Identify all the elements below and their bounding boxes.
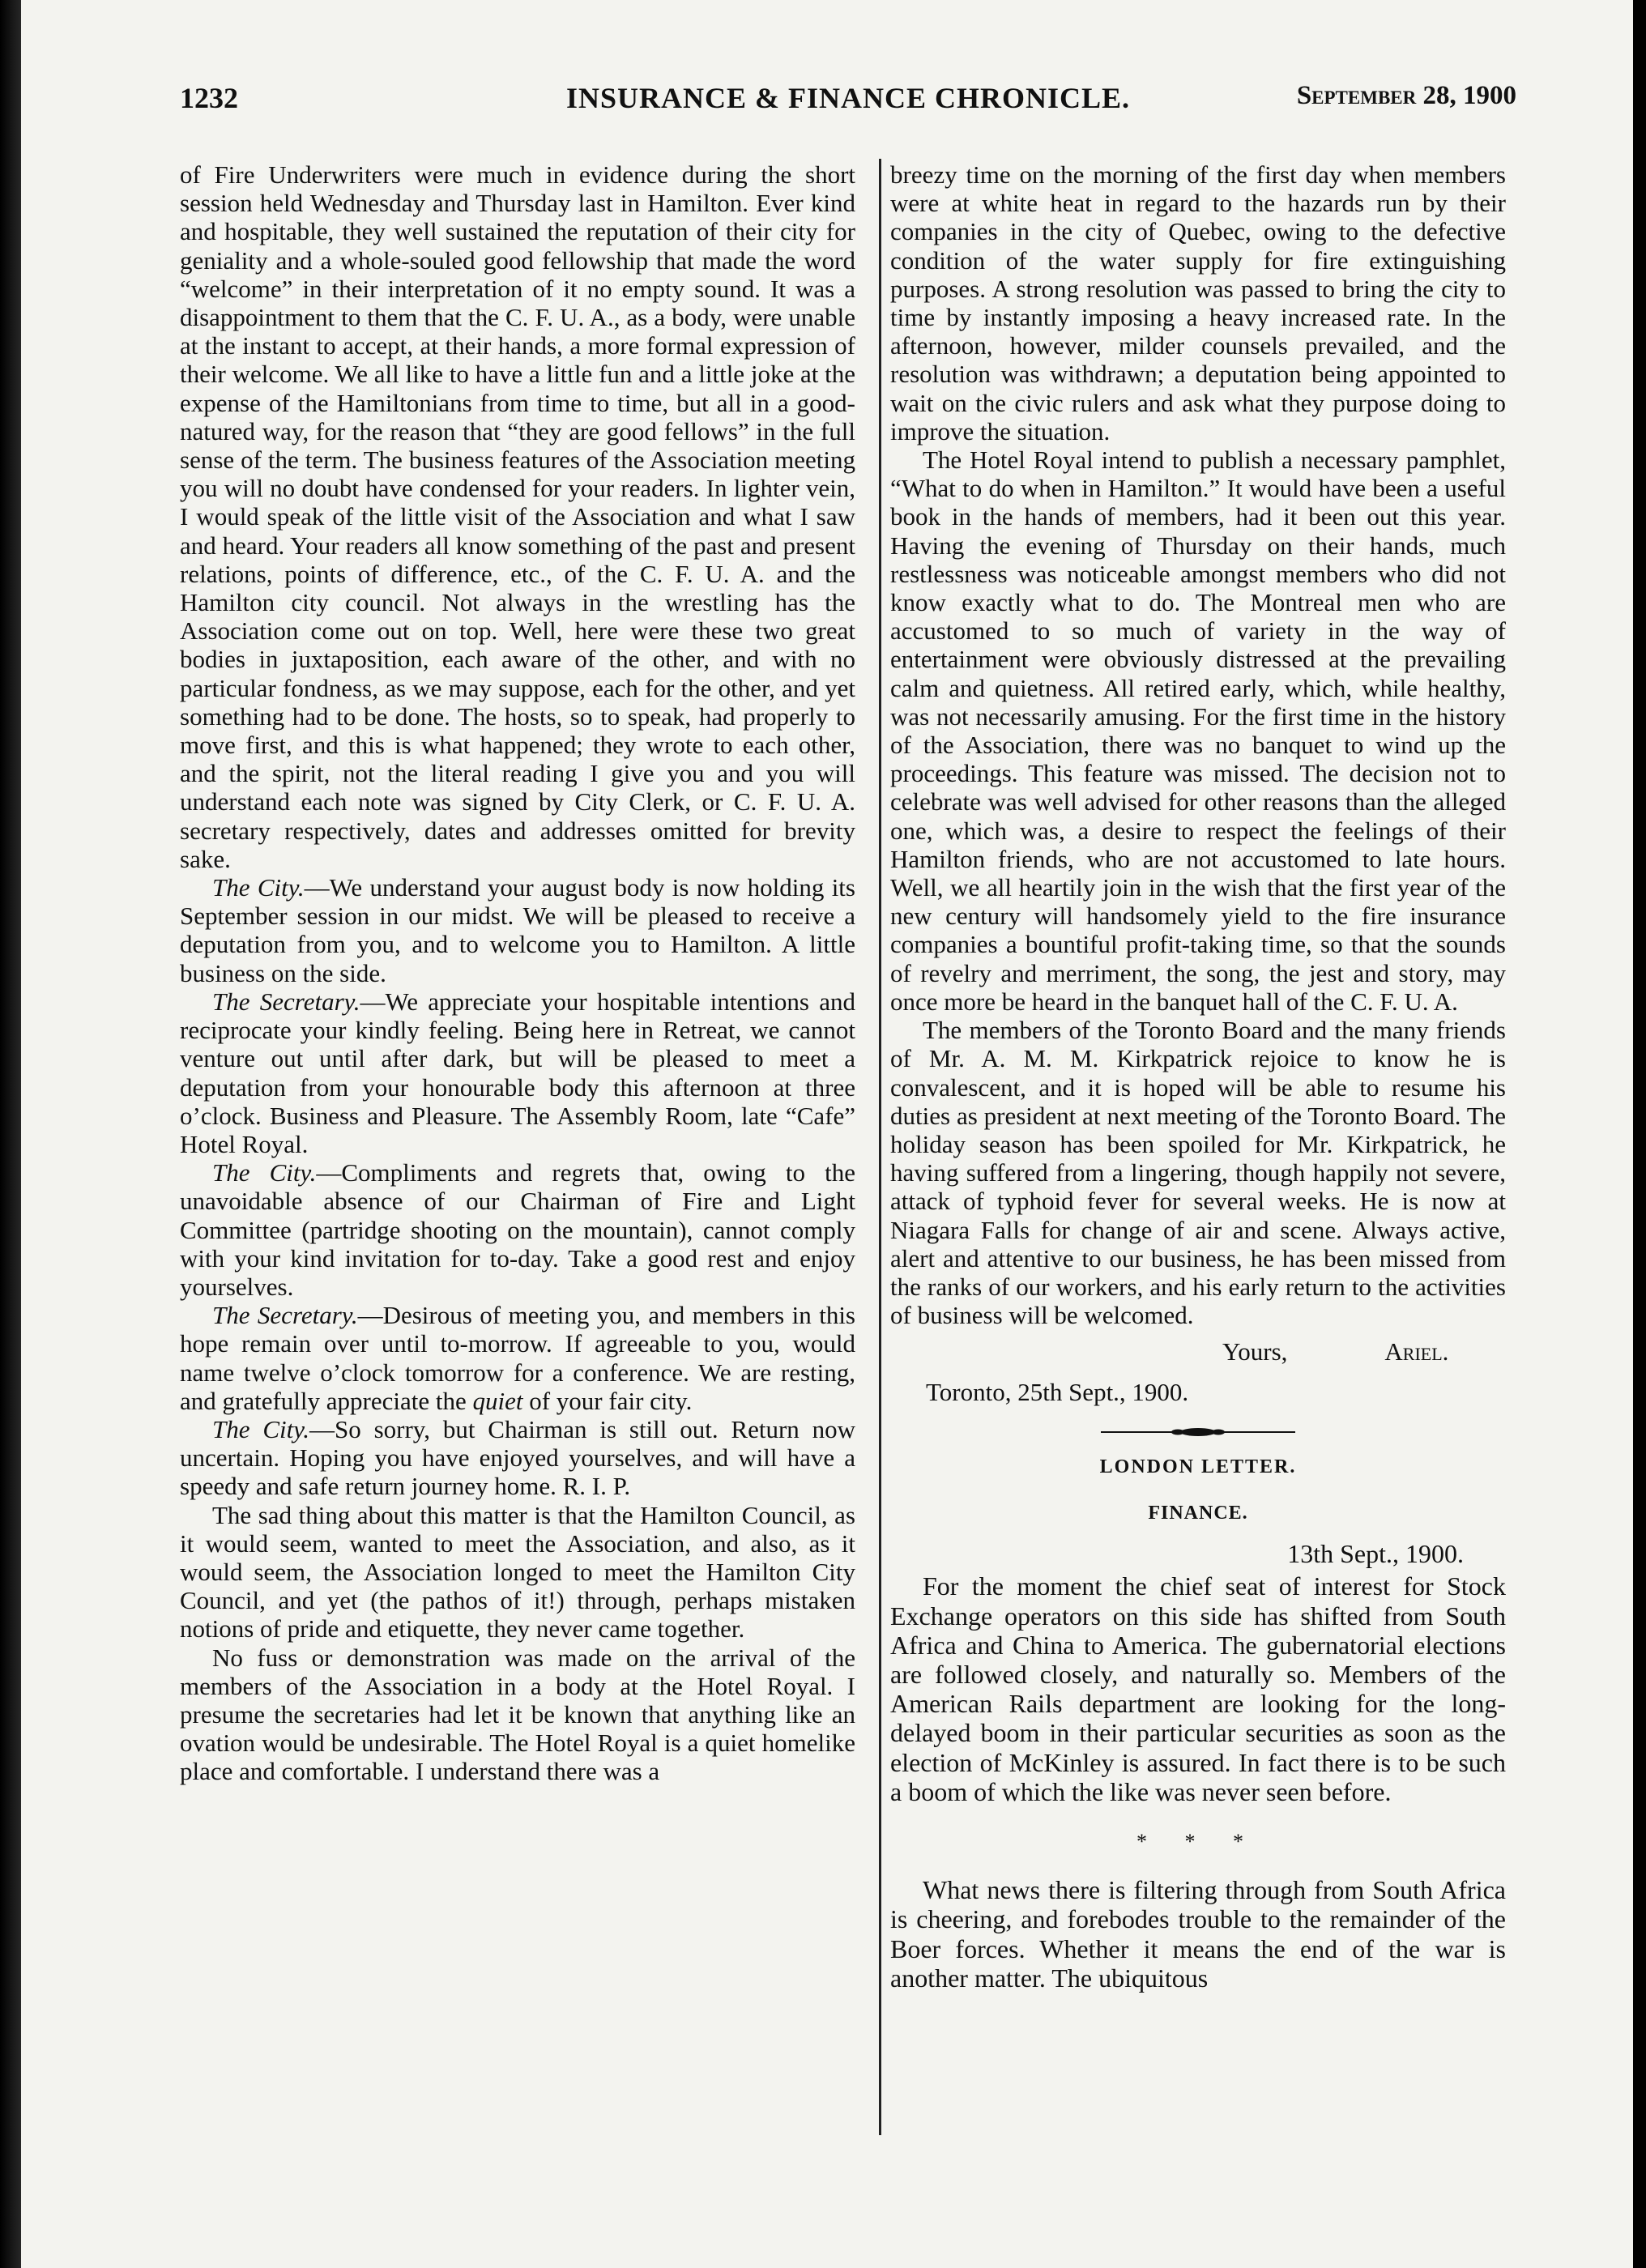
paragraph (180, 987, 855, 1158)
speaker-label: The City. (212, 1414, 310, 1443)
speaker-label: The City. (212, 1158, 317, 1187)
dateline: Toronto, 25th Sept., 1900. (926, 1377, 1189, 1406)
speaker-label: The City. (212, 873, 305, 902)
paragraph-text: of your fair city. (522, 1386, 693, 1415)
paragraph (180, 873, 855, 987)
emphasis-text: quiet (472, 1386, 523, 1415)
paragraph-text: —So sorry, but Chairman is still out. Return now uncertain. Hoping you have enjoyed yourselves, and will have a speedy and safe return journey home. R. I. P. (180, 1414, 856, 1501)
paragraph: The Hotel Royal intend to publish a necessary pamphlet, “What to do when in Hamilton.” It would have been a useful book in the hands of members, had it been out this year. Having the evening of Thursday on their hands, much restlessness was noticeable amongst members who did not know exactly what to do. The Montreal men who are accustomed to so much of variety in the way of entertainment were obviously distressed at the prevailing calm and quietness. All retired early, which, while healthy, was not necessarily amusing. For the first time in the history of the Association, there was no banquet to wind up the proceedings. This feature was missed. The decision not to celebrate was well advised for other reasons than the alleged one, which was, a desire to respect the feelings of their Hamilton friends, who are not accustomed to late hours. Well, we all heartily join in the wish that the first year of the new century will handsomely yield to the fire insurance companies a bountiful profit-taking time, so that the sounds of revelry and merriment, the song, the jest and story, may once more be heard in the banquet hall of the C. F. U. A. (890, 446, 1506, 1016)
left-column (180, 160, 855, 1786)
author-signature: Ariel. (1384, 1337, 1449, 1366)
subsection-heading: FINANCE. (1148, 1502, 1248, 1524)
paragraph-text: —Desirous of meeting you, and members in this hope remain over until to-morrow. If agreeable to you, would name twelve o’clock tomorrow for a conference. We are resting, and gratefully appreciate the (180, 1301, 855, 1415)
right-column (890, 160, 1506, 1993)
signature-line (890, 1337, 1506, 1366)
scan-border-right (1633, 0, 1646, 2268)
section-heading: LONDON LETTER. (1099, 1456, 1297, 1477)
paragraph: of Fire Underwriters were much in evidence during the short session held Wednesday and Thursday last in Hamilton. Ever kind and hospitable, they well sustained the reputation of their city for geniality and a whole-souled good fellowship that made the word “welcome” in their interpretation of it no empty sound. It was a disappointment to them that the C. F. U. A., as a body, were unable at the instant to accept, at their hands, a more formal expression of their welcome. We all like to have a little fun and a little joke at the expense of the Hamiltonians from time to time, but all in a good-natured way, for the reason that “they are good fellows” in the full sense of the term. The business features of the Association meeting you will no doubt have condensed for your readers. In lighter vein, I would speak of the little visit of the Association and what I saw and heard. Your readers all know something of the past and present relations, points of difference, etc., of the C. F. U. A. and the Hamilton city council. Not always in the wrestling has the Association come out on top. Well, here were these two great bodies in juxtaposition, each aware of the other, and with no particular fondness, as we may suppose, each for the other, and yet something had to be done. The hosts, so to speak, had properly to move first, and this is what happened; they wrote to each other, and the spirit, not the literal reading I give you and you will understand each note was signed by City Clerk, or C. F. U. A. secretary respectively, dates and addresses omitted for brevity sake. (180, 160, 855, 873)
paragraph (180, 1301, 855, 1415)
ornament-rule-icon (1101, 1427, 1295, 1437)
speaker-label: The Secretary. (212, 1301, 358, 1330)
page-header (180, 81, 1516, 130)
paragraph (180, 1158, 855, 1301)
sign-off: Yours, (1222, 1337, 1288, 1366)
paragraph-text: —We appreciate your hospitable intentions and reciprocate your kindly feeling. Being here in Retreat, we cannot venture out until after dark, but will be pleased to meet a deputation from your honourable body this afternoon at three o’clock. Business and Pleasure. The Assembly Room, late “Cafe” Hotel Royal. (180, 987, 855, 1158)
letter-date: 13th Sept., 1900. (1287, 1539, 1464, 1569)
paragraph-text: —Compliments and regrets that, owing to the unavoidable absence of our Chairman of Fire and Light Committee (partridge shooting on the mountain), cannot comply with your kind invitation for to-day. Take a good rest and enjoy yourselves. (180, 1158, 856, 1301)
paragraph: For the moment the chief seat of interest for Stock Exchange operators on this side has shifted from South Africa and China to America. The gubernatorial elections are followed closely, and naturally so. Members of the American Rails department are looking for the long-delayed boom in their particular securities as soon as the election of McKinley is assured. In fact there is to be such a boom of which the like was never seen before. (890, 1571, 1506, 1806)
publication-title: INSURANCE & FINANCE CHRONICLE. (565, 82, 1131, 114)
speaker-label: The Secretary. (212, 987, 360, 1016)
paragraph: breezy time on the morning of the first day when members were at white heat in regard to the hazards run by their companies in the city of Quebec, owing to the defective condition of the water supply for fire extinguishing purposes. A strong resolution was passed to bring the city to time by instantly imposing a heavy increased rate. In the afternoon, however, milder counsels prevailed, and the resolution was withdrawn; a deputation being appointed to wait on the civic rulers and ask what they purpose doing to improve the situation. (890, 160, 1506, 446)
page-number: 1232 (180, 82, 238, 114)
paragraph: No fuss or demonstration was made on the arrival of the members of the Association in a body at the Hotel Royal. I presume the secretaries had let it be known that anything like an ovation would be undesirable. The Hotel Royal is a quiet homelike place and comfortable. I understand there was a (180, 1643, 855, 1786)
section-break-stars: * * * (1136, 1829, 1260, 1853)
paragraph: What news there is filtering through from South Africa is cheering, and forebodes trouble to the remainder of the Boer forces. Whether it means the end of the war is another matter. The ubiquitous (890, 1875, 1506, 1993)
paragraph: The members of the Toronto Board and the many friends of Mr. A. M. M. Kirkpatrick rejoice to know he is convalescent, and it is hoped will be able to resume his duties as president at next meeting of the Toronto Board. The holiday season has been spoiled for Mr. Kirkpatrick, he having suffered from a lingering, though happily not severe, attack of typhoid fever for several weeks. He is now at Niagara Falls for change of air and scene. Always active, alert and attentive to our business, he has been missed from the ranks of our workers, and his early return to the activities of business will be welcomed. (890, 1016, 1506, 1330)
paragraph: The sad thing about this matter is that the Hamilton Council, as it would seem, wanted to meet the Association, and also, as it would seem, the Association longed to meet the Hamilton City Council, and yet (the pathos of it!) through, perhaps mistaken notions of pride and etiquette, they never came together. (180, 1500, 855, 1643)
issue-date: September 28, 1900 (1296, 81, 1516, 110)
newspaper-page (21, 0, 1633, 2268)
paragraph-text: —We understand your august body is now holding its September session in our midst. We will be pleased to receive a deputation from you, and to welcome you to Hamilton. A little business on the side. (180, 873, 855, 987)
column-divider (879, 159, 881, 2135)
paragraph (180, 1415, 855, 1501)
